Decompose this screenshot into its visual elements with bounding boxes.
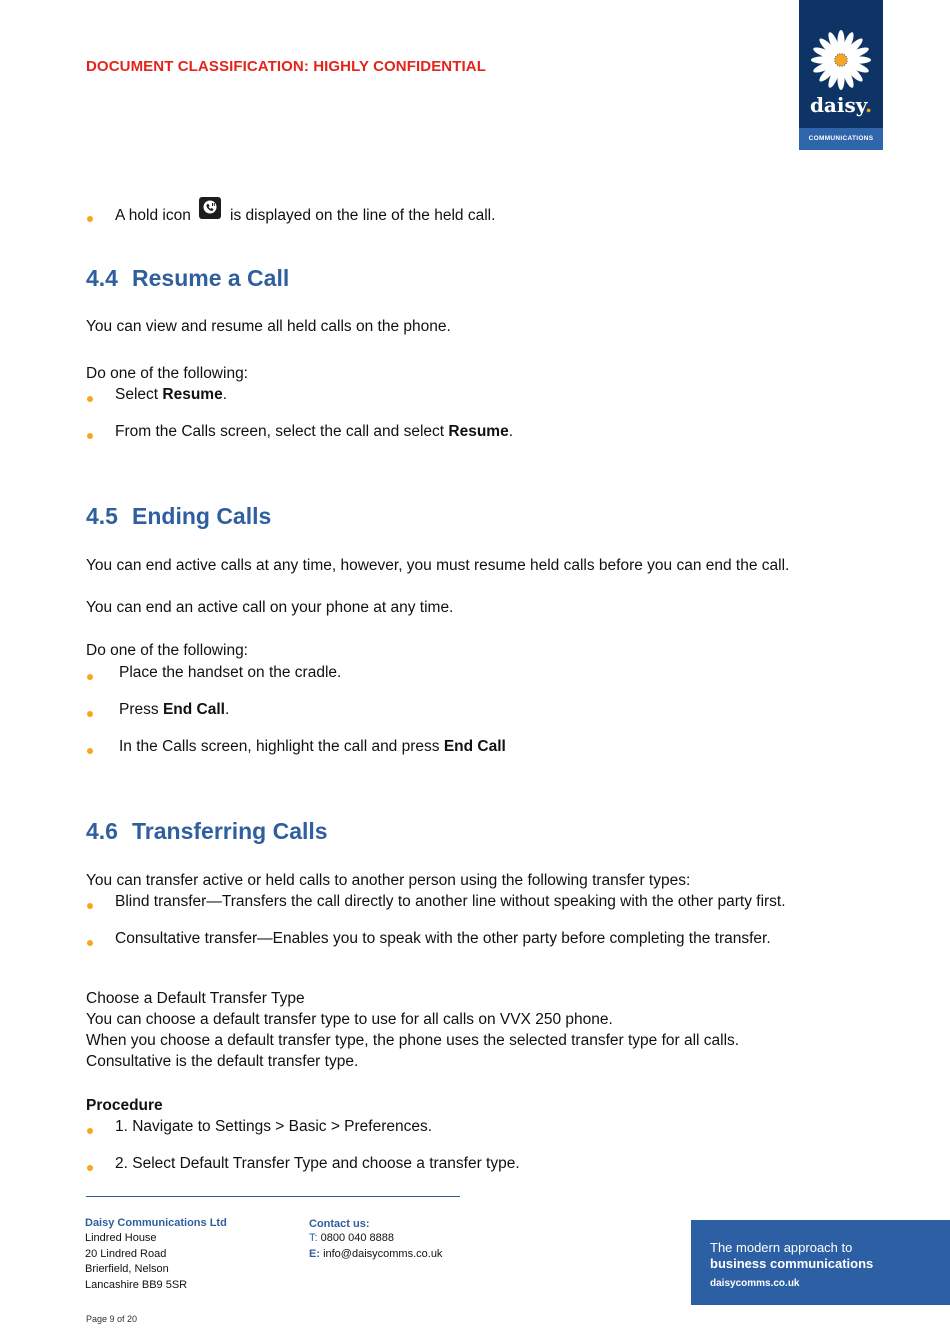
paragraph: You can end an active call on your phone at any time. <box>86 599 454 616</box>
hold-line-before: A hold icon <box>115 207 191 224</box>
paragraph: Consultative is the default transfer type. <box>86 1053 359 1070</box>
bullet-icon <box>87 1165 93 1171</box>
footer-banner <box>691 1220 950 1305</box>
bullet-icon <box>87 1128 93 1134</box>
hold-phone-icon <box>199 197 221 219</box>
list-item: Press End Call. <box>119 701 230 718</box>
list-item: Place the handset on the cradle. <box>119 664 342 681</box>
paragraph: You can end active calls at any time, however, you must resume held calls before you can end the call. <box>86 557 790 574</box>
footer-contact-title: Contact us: <box>309 1218 370 1230</box>
footer-address-line: Lindred House <box>85 1232 157 1244</box>
daisy-logo <box>799 0 883 150</box>
paragraph: Choose a Default Transfer Type <box>86 990 305 1007</box>
list-item: In the Calls screen, highlight the call and press End Call <box>119 738 506 755</box>
footer-address <box>85 1217 227 1293</box>
footer-email[interactable]: E: info@daisycomms.co.uk <box>309 1247 443 1260</box>
heading-ending-calls: 4.5 Ending Calls <box>86 503 272 529</box>
list-item: Select Resume. <box>115 386 228 403</box>
footer-contact <box>309 1218 442 1262</box>
banner-website[interactable]: daisycomms.co.uk <box>710 1278 800 1289</box>
paragraph: You can choose a default transfer type to use for all calls on VVX 250 phone. <box>86 1011 613 1028</box>
procedure-step: 1. Navigate to Settings > Basic > Preferences. <box>115 1118 433 1135</box>
bullet-icon <box>87 711 93 717</box>
hold-line-after: is displayed on the line of the held call. <box>230 207 496 224</box>
bullet-icon <box>87 396 93 402</box>
bullet-icon <box>87 674 93 680</box>
paragraph: Do one of the following: <box>86 642 248 659</box>
banner-tagline-bold: business communications <box>710 1256 874 1271</box>
logo-wordmark: daisy. <box>809 93 873 117</box>
footer-address-line: Lancashire BB9 5SR <box>85 1278 188 1291</box>
bullet-icon <box>87 940 93 946</box>
heading-transferring-calls: 4.6 Transferring Calls <box>86 818 328 844</box>
paragraph: You can transfer active or held calls to another person using the following transfer types: <box>86 872 691 889</box>
logo-subtitle: COMMUNICATIONS <box>799 128 883 150</box>
bullet-icon <box>87 433 93 439</box>
procedure-heading: Procedure <box>86 1097 163 1114</box>
bullet-icon <box>87 216 93 222</box>
heading-resume-a-call: 4.4 Resume a Call <box>86 265 290 291</box>
footer-divider <box>86 1196 460 1197</box>
list-item: Consultative transfer—Enables you to speak with the other party before completing the transfer. <box>115 930 771 947</box>
footer-company: Daisy Communications Ltd <box>85 1217 227 1229</box>
banner-tagline: The modern approach to <box>710 1240 853 1255</box>
list-item: From the Calls screen, select the call and select Resume. <box>115 423 514 440</box>
list-item: Blind transfer—Transfers the call directly to another line without speaking with the other party first. <box>115 893 786 910</box>
document-classification: DOCUMENT CLASSIFICATION: HIGHLY CONFIDENTIAL <box>86 58 486 75</box>
footer-telephone: T: 0800 040 8888 <box>309 1232 395 1244</box>
footer-address-line: Brierfield, Nelson <box>85 1263 169 1275</box>
daisy-flower-icon <box>809 28 873 92</box>
page-number: Page 9 of 20 <box>86 1314 138 1324</box>
procedure-step: 2. Select Default Transfer Type and choose a transfer type. <box>115 1155 520 1172</box>
bullet-icon <box>87 748 93 754</box>
paragraph: When you choose a default transfer type, the phone uses the selected transfer type for all calls. <box>86 1032 740 1049</box>
paragraph: Do one of the following: <box>86 365 248 382</box>
footer-address-line: 20 Lindred Road <box>85 1247 167 1260</box>
paragraph: You can view and resume all held calls on the phone. <box>86 318 451 335</box>
bullet-icon <box>87 903 93 909</box>
